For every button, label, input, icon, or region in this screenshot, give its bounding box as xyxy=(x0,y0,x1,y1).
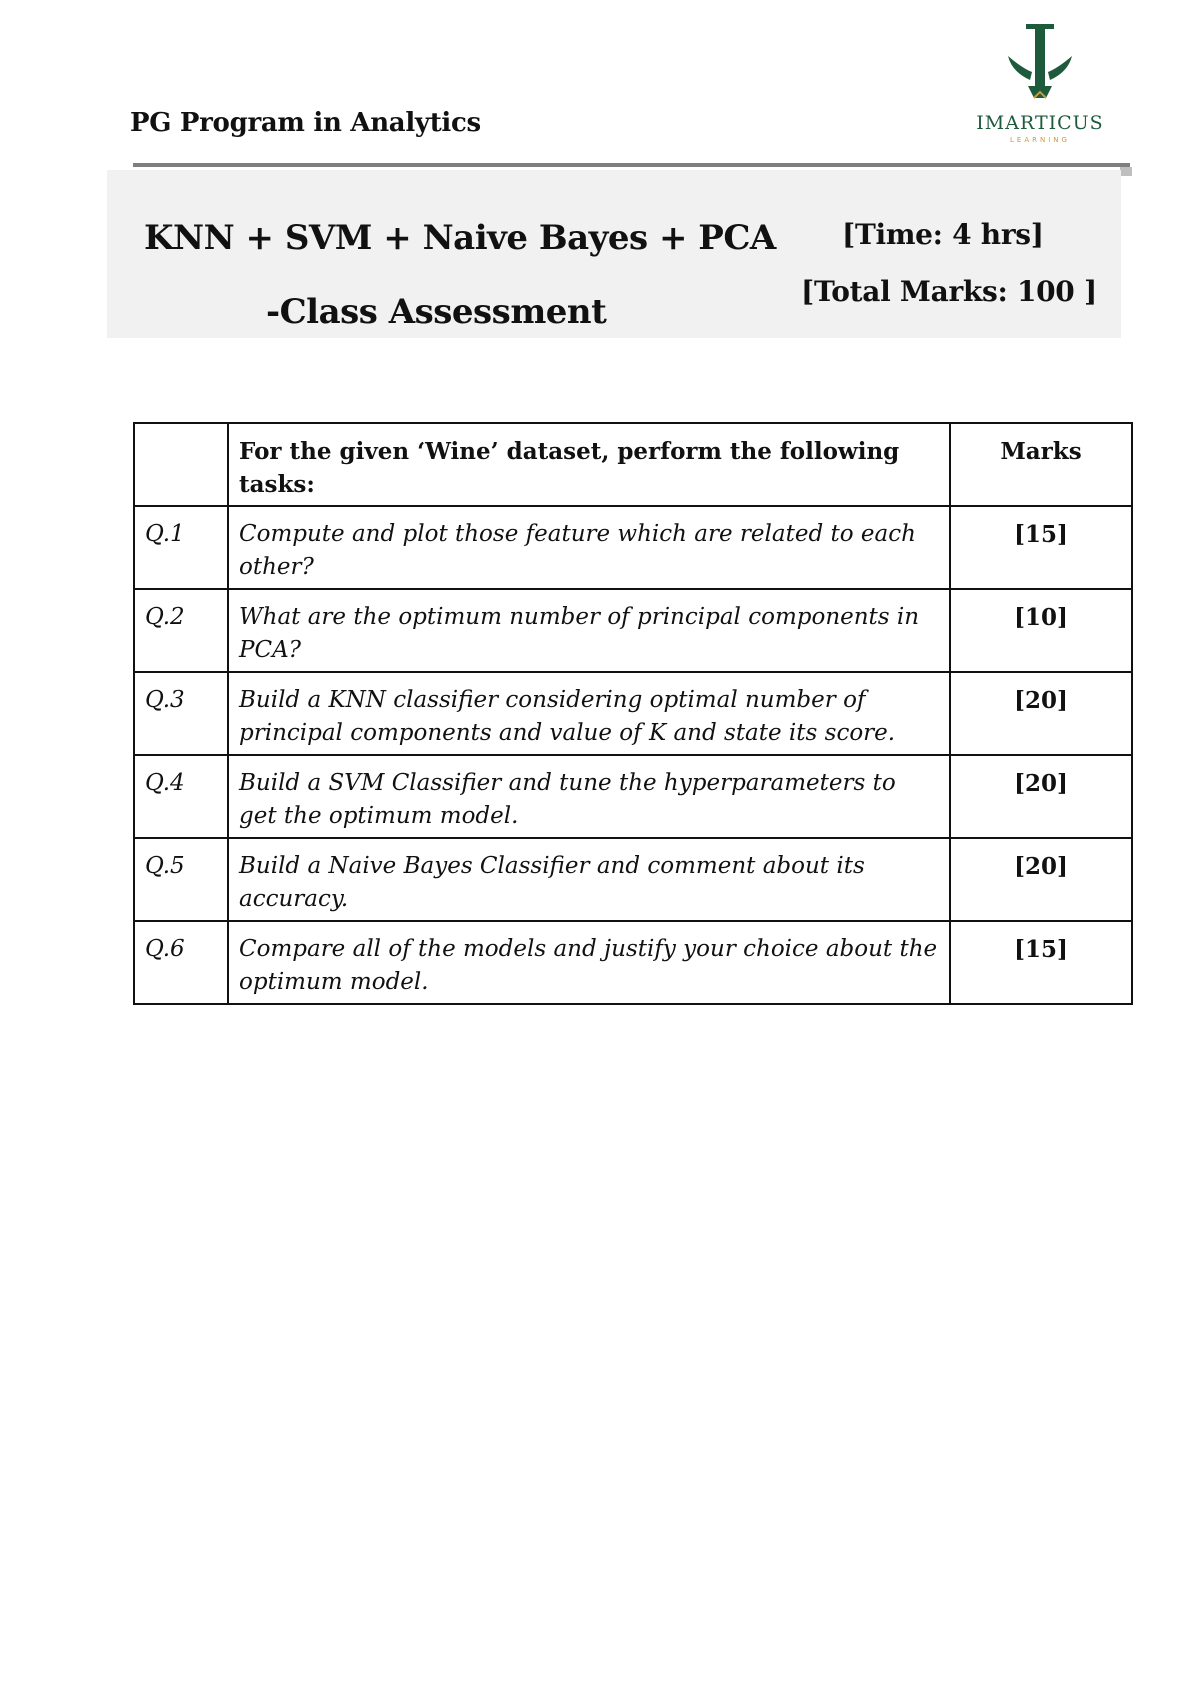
logo-subtitle: LEARNING xyxy=(1010,136,1070,144)
question-marks: [15] xyxy=(950,506,1132,589)
table-row xyxy=(134,506,1132,589)
question-number: Q.4 xyxy=(134,755,228,838)
program-name: PG Program in Analytics xyxy=(130,108,481,138)
question-text: Compare all of the models and justify your choice about the optimum model. xyxy=(228,921,950,1004)
question-text: What are the optimum number of principal components in PCA? xyxy=(228,589,950,672)
time-limit: [Time: 4 hrs] xyxy=(842,218,1044,251)
table-row xyxy=(134,672,1132,755)
question-marks: [15] xyxy=(950,921,1132,1004)
header-marks-cell: Marks xyxy=(950,423,1132,506)
question-number: Q.3 xyxy=(134,672,228,755)
table-row xyxy=(134,921,1132,1004)
question-number: Q.2 xyxy=(134,589,228,672)
assessment-subtitle: -Class Assessment xyxy=(266,292,607,332)
table-row xyxy=(134,589,1132,672)
logo-wordmark: IMARTICUS xyxy=(976,112,1104,134)
question-text: Compute and plot those feature which are related to each other? xyxy=(228,506,950,589)
total-marks: [Total Marks: 100 ] xyxy=(801,275,1097,308)
question-marks: [10] xyxy=(950,589,1132,672)
question-marks: [20] xyxy=(950,838,1132,921)
question-text: Build a KNN classifier considering optimal number of principal components and value of K and state its score. xyxy=(228,672,950,755)
table-header-row xyxy=(134,423,1132,506)
question-number: Q.6 xyxy=(134,921,228,1004)
header-divider-tab xyxy=(1120,167,1132,176)
tasks-table xyxy=(133,422,1133,1005)
imarticus-logo xyxy=(960,20,1120,150)
table-row xyxy=(134,755,1132,838)
logo-emblem-icon xyxy=(960,20,1120,112)
question-text: Build a Naive Bayes Classifier and comment about its accuracy. xyxy=(228,838,950,921)
table-row xyxy=(134,838,1132,921)
question-marks: [20] xyxy=(950,672,1132,755)
header-question-cell xyxy=(134,423,228,506)
header-task-cell: For the given ‘Wine’ dataset, perform the following tasks: xyxy=(228,423,950,506)
question-number: Q.1 xyxy=(134,506,228,589)
header-divider xyxy=(133,163,1130,167)
question-text: Build a SVM Classifier and tune the hyperparameters to get the optimum model. xyxy=(228,755,950,838)
assessment-title: KNN + SVM + Naive Bayes + PCA xyxy=(144,218,776,258)
question-marks: [20] xyxy=(950,755,1132,838)
question-number: Q.5 xyxy=(134,838,228,921)
